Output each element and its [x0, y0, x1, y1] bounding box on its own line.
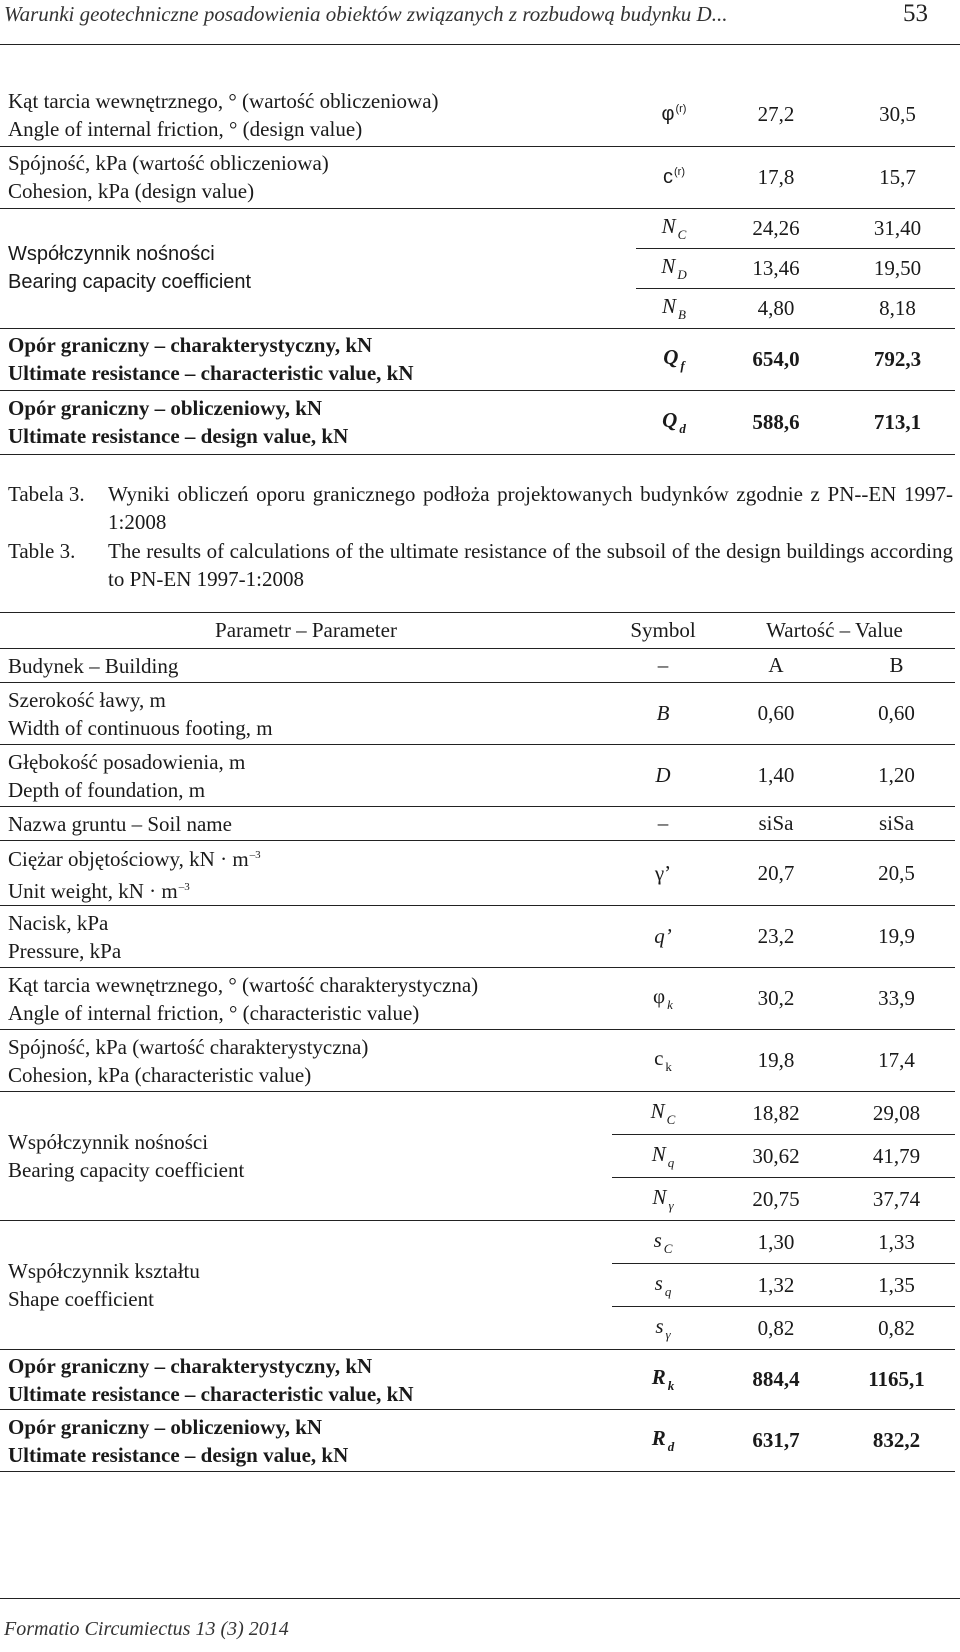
symbol-cell — [636, 288, 712, 328]
value-a: 0,82 — [714, 1307, 838, 1350]
value-a: 1,40 — [714, 745, 838, 807]
value-a: 654,0 — [712, 328, 840, 390]
symbol-sub: γ — [668, 1197, 674, 1213]
table-row — [0, 1221, 955, 1264]
value-b: 30,5 — [840, 84, 955, 146]
symbol-sub: k — [667, 997, 673, 1012]
row-label-pl: Nacisk, kPa — [8, 910, 109, 935]
symbol: c — [663, 165, 673, 188]
symbol: – — [612, 649, 714, 683]
symbol-cell — [636, 328, 712, 390]
value-b: 0,60 — [838, 683, 955, 745]
symbol: φ — [661, 103, 675, 126]
row-label-pl: Spójność, kPa (wartość charakterystyczna) — [8, 1034, 369, 1059]
row-label-en: Unit weight, kN · m — [8, 879, 178, 903]
value-b: 0,82 — [838, 1307, 955, 1350]
value-a: 1,30 — [714, 1221, 838, 1264]
row-label-en: Angle of internal friction, ° (design value) — [8, 116, 363, 141]
table-row — [0, 1030, 955, 1092]
page-number: 53 — [903, 0, 928, 27]
symbol-cell — [636, 146, 712, 208]
row-label-pl: Opór graniczny – obliczeniowy, kN — [8, 1414, 323, 1439]
row-label-en: Ultimate resistance – characteristic value, kN — [8, 1381, 414, 1406]
symbol-cell — [636, 248, 712, 288]
row-label-en: Bearing capacity coefficient — [8, 1158, 245, 1182]
table-row — [0, 745, 955, 807]
table-row — [0, 1092, 955, 1135]
table-row — [0, 906, 955, 968]
symbol: q’ — [612, 906, 714, 968]
running-title: Warunki geotechniczne posadowienia obiektów związanych z rozbudową budynku D... — [4, 2, 728, 26]
row-label-pl: Współczynnik nośności — [8, 1130, 209, 1154]
symbol-sub: C — [663, 1240, 673, 1256]
caption-tag-pl: Tabela 3. — [8, 482, 85, 506]
symbol-cell — [636, 84, 712, 146]
table-bearing-results-continued — [0, 84, 955, 455]
symbol: Q — [663, 344, 679, 369]
row-label-pl: Kąt tarcia wewnętrznego, ° (wartość charakterystyczna) — [8, 972, 479, 997]
row-label-pl: Kąt tarcia wewnętrznego, ° (wartość obliczeniowa) — [8, 88, 439, 113]
value-b: 20,5 — [838, 841, 955, 906]
caption-tag-en: Table 3. — [8, 539, 76, 563]
value-a: 17,8 — [712, 146, 840, 208]
table-row — [0, 968, 955, 1030]
symbol: B — [612, 683, 714, 745]
value-b: 8,18 — [840, 288, 955, 328]
symbol: N — [661, 213, 676, 238]
row-label-en: Ultimate resistance – design value, kN — [8, 1442, 349, 1467]
symbol: N — [651, 1141, 666, 1166]
row-label-pl: Współczynnik kształtu — [8, 1259, 200, 1283]
running-header — [0, 0, 960, 45]
table-row — [0, 649, 955, 683]
symbol-sup: (r) — [674, 165, 685, 178]
row-label-en: Shape coefficient — [8, 1287, 154, 1311]
value-b: 15,7 — [840, 146, 955, 208]
symbol-sub: q — [667, 1154, 675, 1170]
value-a: 20,7 — [714, 841, 838, 906]
table-row — [0, 1350, 955, 1410]
value-b: 1,33 — [838, 1221, 955, 1264]
symbol: s — [653, 1227, 662, 1252]
value-a: 0,60 — [714, 683, 838, 745]
symbol: s — [654, 1270, 663, 1295]
header-parameter: Parametr – Parameter — [0, 613, 612, 649]
value-b: 19,50 — [840, 248, 955, 288]
table-row — [0, 328, 955, 390]
value-a: 24,26 — [712, 208, 840, 248]
symbol-sub: D — [677, 266, 687, 282]
table-row — [0, 683, 955, 745]
value-b: 713,1 — [840, 390, 955, 454]
value-b: 1165,1 — [838, 1350, 955, 1410]
row-label-en: Ultimate resistance – design value, kN — [8, 424, 349, 448]
value-a: A — [714, 649, 838, 683]
value-a: 13,46 — [712, 248, 840, 288]
symbol-cell — [612, 1221, 714, 1264]
value-a: siSa — [714, 807, 838, 841]
row-label-pl: Ciężar objętościowy, kN · m — [8, 847, 249, 871]
table-row — [0, 841, 955, 906]
row-label-pl: Szerokość ławy, m — [8, 687, 166, 712]
row-label: Budynek – Building — [0, 649, 612, 683]
table-row — [0, 390, 955, 454]
value-a: 20,75 — [714, 1178, 838, 1221]
row-label-pl: Opór graniczny – charakterystyczny, kN — [8, 333, 373, 357]
value-b: 1,20 — [838, 745, 955, 807]
value-b: 33,9 — [838, 968, 955, 1030]
symbol-cell — [636, 390, 712, 454]
row-label-en: Cohesion, kPa (characteristic value) — [8, 1062, 312, 1087]
symbol: γ’ — [612, 841, 714, 906]
table-row — [0, 208, 955, 248]
symbol-sub: q — [664, 1283, 672, 1299]
value-a: 27,2 — [712, 84, 840, 146]
symbol-sub: k — [667, 1378, 675, 1393]
value-a: 588,6 — [712, 390, 840, 454]
value-a: 884,4 — [714, 1350, 838, 1410]
row-label-pl: Współczynnik nośności — [8, 243, 215, 265]
row-label-pl: Głębokość posadowienia, m — [8, 749, 246, 774]
value-a: 18,82 — [714, 1092, 838, 1135]
journal-footer: Formatio Circumiectus 13 (3) 2014 — [4, 1618, 289, 1640]
value-a: 30,2 — [714, 968, 838, 1030]
symbol-sub: d — [679, 420, 686, 436]
symbol: c — [654, 1046, 664, 1070]
symbol-sub: C — [666, 1111, 676, 1127]
row-label-en: Angle of internal friction, ° (characteristic value) — [8, 1000, 420, 1025]
footer-divider — [0, 1598, 960, 1599]
symbol-cell — [612, 1178, 714, 1221]
symbol: φ — [653, 984, 666, 1008]
row-label: Nazwa gruntu – Soil name — [0, 807, 612, 841]
symbol: R — [651, 1365, 666, 1389]
symbol: N — [661, 253, 676, 278]
symbol-sub: γ — [665, 1326, 671, 1342]
value-b: 41,79 — [838, 1135, 955, 1178]
value-a: 19,8 — [714, 1030, 838, 1092]
symbol-sub: d — [667, 1439, 675, 1454]
symbol: N — [662, 293, 677, 318]
value-b: siSa — [838, 807, 955, 841]
row-label-pl: Opór graniczny – obliczeniowy, kN — [8, 396, 323, 420]
value-a: 631,7 — [714, 1410, 838, 1472]
symbol: R — [651, 1426, 666, 1450]
symbol-sup: (r) — [675, 103, 687, 116]
row-label-pl: Spójność, kPa (wartość obliczeniowa) — [8, 151, 329, 175]
symbol-cell — [612, 1264, 714, 1307]
symbol: N — [650, 1098, 665, 1123]
table-row — [0, 146, 955, 208]
symbol-cell — [612, 1092, 714, 1135]
symbol-cell — [612, 968, 714, 1030]
value-a: 30,62 — [714, 1135, 838, 1178]
row-label-en: Ultimate resistance – characteristic value, kN — [8, 361, 414, 385]
symbol-cell — [612, 1350, 714, 1410]
row-label-en: Bearing capacity coefficient — [8, 271, 252, 293]
symbol-cell — [612, 1135, 714, 1178]
value-b: 19,9 — [838, 906, 955, 968]
symbol-cell — [636, 208, 712, 248]
row-label-en: Pressure, kPa — [8, 938, 122, 963]
symbol: – — [612, 807, 714, 841]
symbol-sub: f — [680, 357, 685, 373]
symbol: N — [652, 1184, 667, 1209]
table-row — [0, 807, 955, 841]
value-b: 37,74 — [838, 1178, 955, 1221]
row-label-en: Depth of foundation, m — [8, 777, 206, 802]
header-symbol: Symbol — [612, 613, 714, 649]
unit-sup: –3 — [249, 849, 261, 861]
caption-text-pl: Wyniki obliczeń oporu granicznego podłoża projektowanych budynków zgodnie z PN--EN 1997-1:2008 — [108, 482, 953, 534]
value-b: 31,40 — [840, 208, 955, 248]
value-b: B — [838, 649, 955, 683]
value-b: 1,35 — [838, 1264, 955, 1307]
symbol: Q — [662, 407, 678, 432]
header-value: Wartość – Value — [714, 613, 955, 649]
row-label-en: Cohesion, kPa (design value) — [8, 179, 255, 203]
value-b: 792,3 — [840, 328, 955, 390]
symbol-sub: C — [677, 226, 687, 242]
symbol-cell — [612, 1307, 714, 1350]
value-b: 17,4 — [838, 1030, 955, 1092]
table-header-row — [0, 613, 955, 649]
symbol-sub: k — [665, 1059, 672, 1074]
value-b: 29,08 — [838, 1092, 955, 1135]
caption-text-en: The results of calculations of the ultimate resistance of the subsoil of the design buildings according to PN-EN 1997-1:2008 — [108, 539, 953, 591]
symbol-sub: B — [678, 306, 686, 322]
symbol-cell — [612, 1410, 714, 1472]
table-row — [0, 84, 955, 146]
value-a: 1,32 — [714, 1264, 838, 1307]
row-label-pl: Opór graniczny – charakterystyczny, kN — [8, 1353, 373, 1378]
symbol: D — [612, 745, 714, 807]
table-3-ultimate-resistance — [0, 612, 955, 1472]
row-label-en: Width of continuous footing, m — [8, 715, 273, 740]
table-row — [0, 1410, 955, 1472]
symbol-cell — [612, 1030, 714, 1092]
symbol: s — [655, 1313, 664, 1338]
value-b: 832,2 — [838, 1410, 955, 1472]
unit-sup: –3 — [178, 881, 190, 893]
value-a: 23,2 — [714, 906, 838, 968]
value-a: 4,80 — [712, 288, 840, 328]
